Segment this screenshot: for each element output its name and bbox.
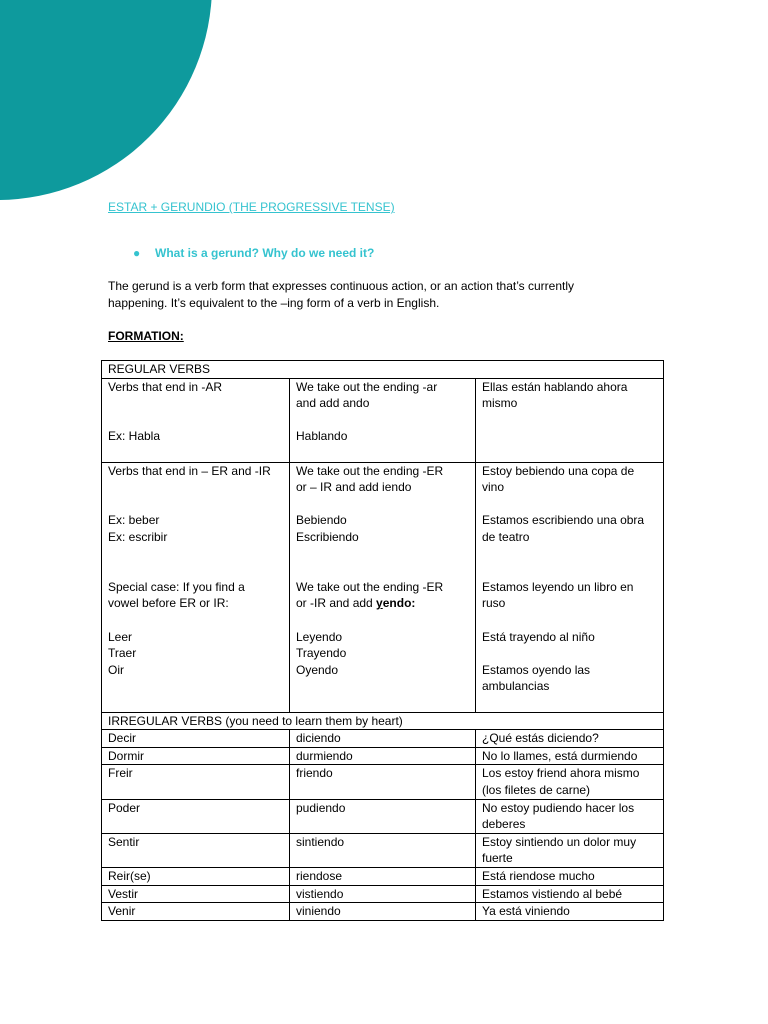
irregular-gerund-cell	[290, 867, 476, 885]
ar-method-cell	[290, 378, 476, 462]
er-ir-method-text: We take out the ending -ER	[296, 463, 444, 478]
irregular-example-cell-text: No lo llames, está durmiendo	[482, 748, 638, 763]
irregular-gerund-cell	[290, 799, 476, 833]
traer-example-sentence: Está trayendo al niño	[482, 629, 595, 644]
er-ir-method-text: or – IR and add iendo	[296, 480, 412, 495]
special-verb: Leer	[108, 629, 133, 644]
irregular-infinitive-cell	[102, 730, 290, 748]
irregular-verb-row	[102, 730, 664, 748]
irregular-infinitive-cell-text: Venir	[108, 904, 136, 919]
irregular-verb-row	[102, 799, 664, 833]
special-verb: Traer	[108, 646, 137, 661]
ir-example-sentence: Estamos escribiendo una obra	[482, 513, 645, 528]
er-example-gerund: Bebiendo	[296, 513, 347, 528]
irregular-infinitive-cell-text: Sentir	[108, 834, 140, 849]
special-method-suffix: endo:	[382, 596, 416, 611]
intro-paragraph	[108, 278, 648, 311]
special-case-text: vowel before ER or IR:	[108, 596, 229, 611]
irregular-infinitive-cell	[102, 903, 290, 921]
special-method-text: We take out the ending -ER	[296, 579, 444, 594]
decorative-teal-circle	[0, 0, 212, 200]
irregular-infinitive-cell-text: Freir	[108, 766, 133, 781]
intro-line: The gerund is a verb form that expresses continuous action, or an action that’s currently	[108, 279, 575, 293]
irregular-gerund-cell-text: pudiendo	[296, 800, 346, 815]
irregular-verbs-heading: IRREGULAR VERBS (you need to learn them by heart)	[102, 712, 664, 730]
er-ir-rule-cell	[102, 462, 290, 712]
ar-example-verb: Ex: Habla	[108, 429, 161, 444]
irregular-gerund-cell-text: sintiendo	[296, 834, 345, 849]
er-example-sentence: Estoy bebiendo una copa de	[482, 463, 635, 478]
special-gerund: Trayendo	[296, 646, 347, 661]
irregular-infinitive-cell-text: Dormir	[108, 748, 144, 763]
er-ir-rule-text: Verbs that end in – ER and -IR	[108, 463, 271, 478]
special-case-text: Special case: If you find a	[108, 579, 245, 594]
irregular-verb-row	[102, 765, 664, 799]
special-method-y: y	[376, 596, 383, 611]
leer-example-sentence: Estamos leyendo un libro en	[482, 579, 634, 594]
er-ir-method-cell	[290, 462, 476, 712]
intro-line: happening. It’s equivalent to the –ing form of a verb in English.	[108, 295, 440, 310]
irregular-gerund-cell-text: vistiendo	[296, 886, 344, 901]
irregular-example-cell	[476, 903, 664, 921]
irregular-example-cell	[476, 747, 664, 765]
irregular-example-cell-text: (los filetes de carne)	[482, 782, 591, 797]
irregular-gerund-cell-text: friendo	[296, 766, 333, 781]
irregular-gerund-cell	[290, 747, 476, 765]
irregular-verbs-body	[102, 730, 664, 921]
irregular-example-cell-text: No estoy pudiendo hacer los	[482, 800, 635, 815]
irregular-gerund-cell-text: viniendo	[296, 904, 341, 919]
irregular-verb-row	[102, 867, 664, 885]
ar-example-sentence: mismo	[482, 396, 518, 411]
ar-method-text: and add ando	[296, 396, 370, 411]
ar-example-cell	[476, 378, 664, 462]
oir-example-sentence: ambulancias	[482, 679, 550, 694]
oir-example-sentence: Estamos oyendo las	[482, 662, 591, 677]
irregular-infinitive-cell	[102, 799, 290, 833]
irregular-example-cell	[476, 885, 664, 903]
irregular-infinitive-cell	[102, 867, 290, 885]
page-title: ESTAR + GERUNDIO (THE PROGRESSIVE TENSE)	[108, 200, 395, 214]
er-example-verb: Ex: beber	[108, 513, 160, 528]
irregular-infinitive-cell-text: Decir	[108, 731, 137, 746]
special-gerund: Oyendo	[296, 662, 339, 677]
leer-example-sentence: ruso	[482, 596, 506, 611]
irregular-example-cell-text: deberes	[482, 817, 526, 832]
irregular-infinitive-cell-text: Vestir	[108, 886, 139, 901]
irregular-infinitive-cell	[102, 833, 290, 867]
irregular-example-cell-text: fuerte	[482, 851, 513, 866]
irregular-example-cell-text: Los estoy friend ahora mismo	[482, 766, 640, 781]
irregular-gerund-cell	[290, 885, 476, 903]
regular-verbs-heading: REGULAR VERBS	[102, 361, 664, 379]
bullet-icon: ●	[133, 246, 141, 260]
special-gerund: Leyendo	[296, 629, 343, 644]
ir-example-gerund: Escribiendo	[296, 529, 359, 544]
irregular-gerund-cell	[290, 903, 476, 921]
irregular-example-cell-text: Ya está viniendo	[482, 904, 570, 919]
special-method-text	[296, 595, 469, 612]
irregular-verb-row	[102, 885, 664, 903]
irregular-verbs-header-row	[102, 712, 664, 730]
irregular-example-cell	[476, 765, 664, 799]
ir-example-sentence: de teatro	[482, 529, 530, 544]
ar-example-gerund: Hablando	[296, 429, 348, 444]
irregular-gerund-cell-text: durmiendo	[296, 748, 353, 763]
er-ir-example-cell	[476, 462, 664, 712]
irregular-verb-row	[102, 903, 664, 921]
irregular-infinitive-cell-text: Poder	[108, 800, 141, 815]
ir-example-verb: Ex: escribir	[108, 529, 168, 544]
irregular-example-cell-text: ¿Qué estás diciendo?	[482, 731, 599, 746]
irregular-example-cell	[476, 730, 664, 748]
irregular-gerund-cell	[290, 730, 476, 748]
irregular-example-cell-text: Está riendose mucho	[482, 868, 595, 883]
irregular-infinitive-cell-text: Reir(se)	[108, 868, 151, 883]
er-example-sentence: vino	[482, 480, 505, 495]
irregular-example-cell	[476, 833, 664, 867]
irregular-gerund-cell-text: riendose	[296, 868, 343, 883]
irregular-infinitive-cell	[102, 747, 290, 765]
ar-example-sentence: Ellas están hablando ahora	[482, 379, 628, 394]
irregular-gerund-cell	[290, 833, 476, 867]
irregular-example-cell	[476, 867, 664, 885]
ar-rule-cell	[102, 378, 290, 462]
irregular-gerund-cell-text: diciendo	[296, 731, 341, 746]
special-verb: Oir	[108, 662, 124, 677]
verbs-table	[101, 360, 664, 921]
irregular-example-cell-text: Estoy sintiendo un dolor muy	[482, 834, 637, 849]
ar-verbs-row	[102, 378, 664, 462]
irregular-gerund-cell	[290, 765, 476, 799]
formation-heading: FORMATION:	[108, 329, 184, 343]
irregular-infinitive-cell	[102, 885, 290, 903]
question-bullet-item	[133, 245, 374, 262]
irregular-example-cell	[476, 799, 664, 833]
er-ir-verbs-row	[102, 462, 664, 712]
irregular-example-cell-text: Estamos vistiendo al bebé	[482, 886, 623, 901]
ar-method-text: We take out the ending -ar	[296, 379, 438, 394]
special-method-prefix: or -IR and add	[296, 596, 377, 611]
question-text: What is a gerund? Why do we need it?	[155, 246, 375, 260]
regular-verbs-header-row	[102, 361, 664, 379]
irregular-verb-row	[102, 747, 664, 765]
ar-rule-text: Verbs that end in -AR	[108, 379, 223, 394]
irregular-infinitive-cell	[102, 765, 290, 799]
irregular-verb-row	[102, 833, 664, 867]
